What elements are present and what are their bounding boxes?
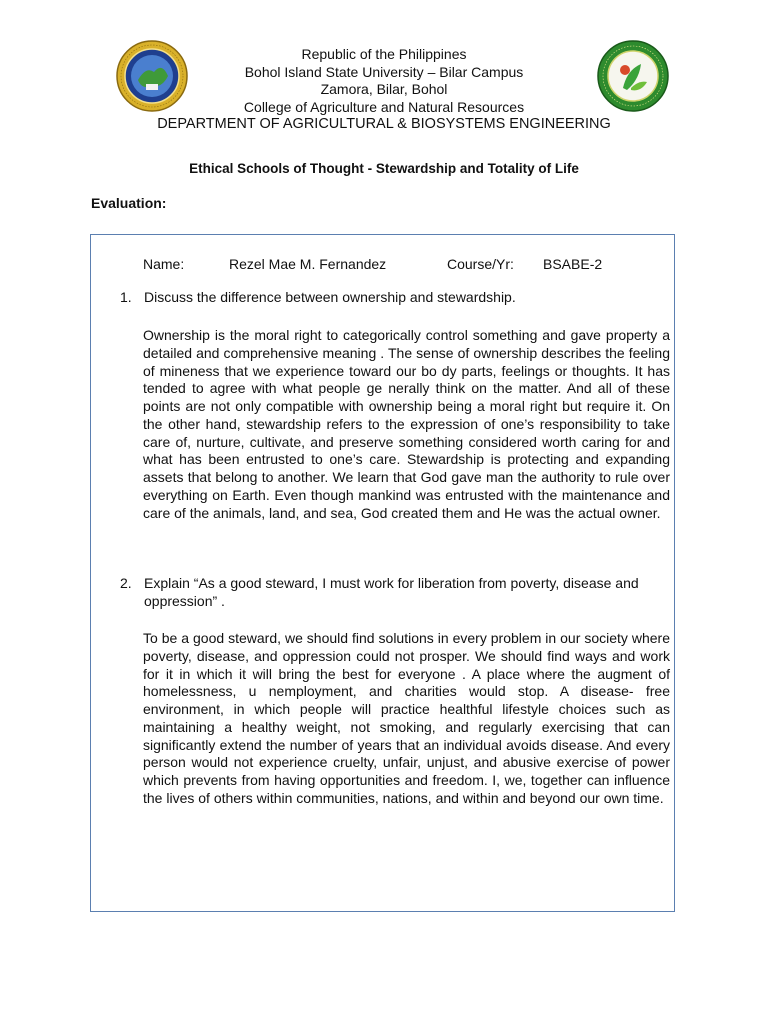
- course-label: Course/Yr:: [447, 256, 514, 272]
- letterhead-line-country: Republic of the Philippines: [301, 46, 467, 62]
- name-label: Name:: [143, 256, 185, 272]
- question-text: Explain “As a good steward, I must work for liberation from poverty, disease and oppression” .: [144, 575, 639, 609]
- letterhead-line-college: College of Agriculture and Natural Resources: [243, 98, 525, 115]
- course-value: BSABE-2: [543, 256, 603, 272]
- name-value: Rezel Mae M. Fernandez: [229, 256, 387, 272]
- letterhead-line-university: Bohol Island State University – Bilar Campus: [244, 63, 524, 80]
- question-number: 1.: [120, 289, 132, 305]
- letterhead-department: DEPARTMENT OF AGRICULTURAL & BIOSYSTEMS ENGINEERING: [157, 116, 611, 133]
- letterhead: [0, 46, 768, 134]
- evaluation-label: Evaluation:: [91, 195, 167, 211]
- document-title: Ethical Schools of Thought - Stewardship and Totality of Life: [189, 161, 579, 176]
- answer-1: Ownership is the moral right to categorically control something and gave property a detailed and comprehensive meaning . The sense of ownership describes the feeling of mineness that we experience toward our bo dy parts, feelings or thoughts. It has tended to agree with what people ge nerally think on the matter. And all of these points are not only compatible with ownership being a moral right but require it. On the other hand, stewardship refers to the expression of one’s responsibility to take care of, nurture, cultivate, and preserve something considered worth caring for and what has been entrusted to one’s care. Stewardship is protecting and expanding assets that belong to another. We learn that God gave man the authority to rule over everything on Earth. Even though mankind was entrusted with the maintenance and care of the animals, land, and sea, God created them and He was the actual owner.: [143, 327, 670, 521]
- answer-2: To be a good steward, we should find solutions in every problem in our society where poverty, disease, and oppression could not prosper. We should find ways and work for it in which it will bring the best for everyone . A place where the augment of homelessness, u nemployment, and charities would stop. A disease- free environment, in which people will practice healthful lifestyle choices such as maintaining a healthy weight, not smoking, and regularly exercising that can significantly extend the number of years that an individual avoids disease. And every person would not experience cruelty, unfair, unjust, and abusive exercise of power which prevents from having opportunities and freedom. I, we, together can influence the lives of others within communities, nations, and within and beyond our own time.: [143, 630, 670, 806]
- question-text: Discuss the difference between ownership and stewardship.: [144, 289, 516, 305]
- question-number: 2.: [120, 575, 132, 591]
- letterhead-line-address: Zamora, Bilar, Bohol: [320, 81, 448, 98]
